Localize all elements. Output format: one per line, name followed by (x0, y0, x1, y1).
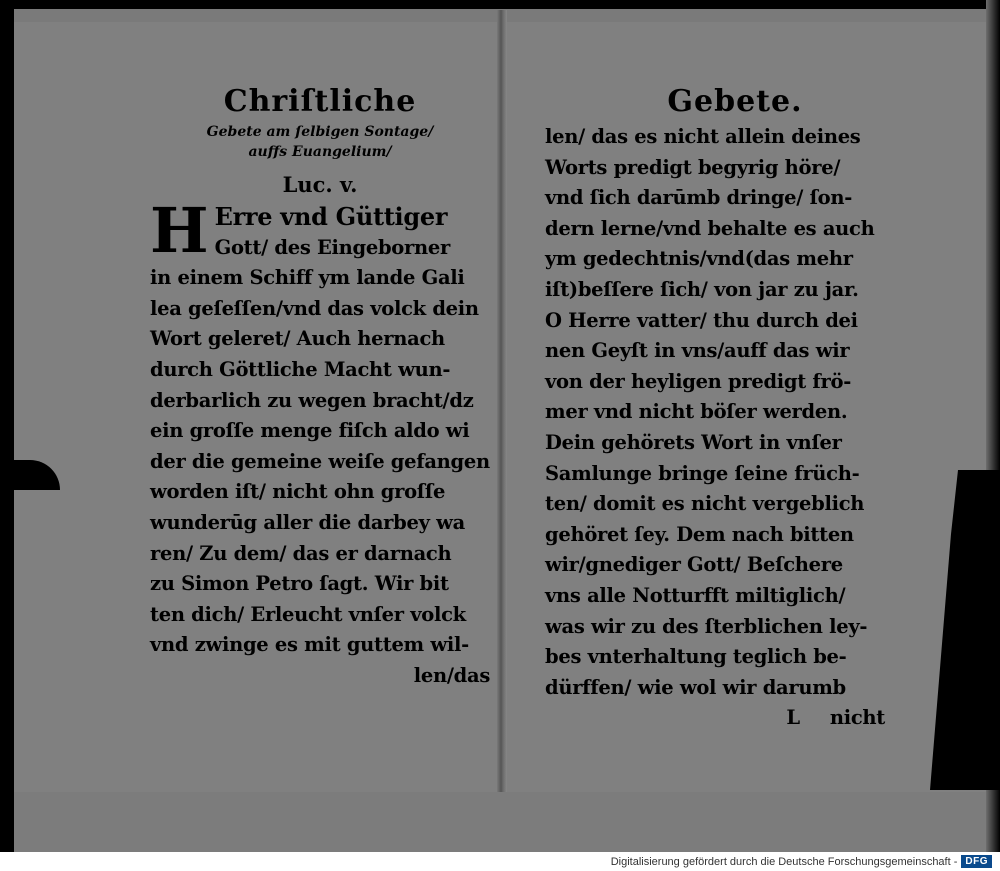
footer-bar (0, 852, 1000, 871)
page-bottom-margin (14, 792, 986, 852)
left-text-line: zu Simon Petro ſagt. Wir bit (150, 572, 449, 596)
left-running-head: Chriſtliche (223, 84, 417, 119)
left-text-line: worden iſt/ nicht ohn groſſe (150, 480, 446, 504)
scan-left-edge (0, 0, 14, 852)
right-text-line: von der heyligen predigt frö- (545, 369, 851, 393)
left-text-line: lea geſeſſen/vnd das volck dein (150, 296, 479, 320)
right-text-line: Dein gehörets Wort in vnſer (545, 430, 842, 454)
right-running-head: Gebete. (667, 84, 803, 119)
right-text-line: Worts predigt begyrig höre/ (545, 155, 841, 179)
left-page (150, 82, 490, 692)
drop-cap-initial: H (150, 194, 209, 267)
right-page (545, 82, 885, 734)
left-text-line: der die gemeine weiſe gefangen (150, 449, 490, 473)
right-text-line: was wir zu des ſterblichen ley- (545, 614, 868, 638)
right-text-line: mer vnd nicht böſer werden. (545, 400, 848, 424)
right-text-block (545, 122, 885, 703)
left-subtitle-2: auffs Euangelium/ (248, 144, 392, 160)
left-text-line: Wort geleret/ Auch hernach (150, 327, 445, 351)
text-line: Erre vnd Güttiger (214, 202, 448, 231)
left-shadow (0, 460, 60, 490)
right-text-line: ym gedechtnis/vnd(das mehr (545, 247, 853, 271)
right-text-line: nen Geyſt in vns/auff das wir (545, 339, 850, 363)
right-text-line: ten/ domit es nicht vergeblich (545, 492, 865, 516)
chapter-reference: Luc. v. (282, 172, 358, 197)
left-text-line: wunderūg aller die darbey wa (150, 510, 465, 534)
dfg-logo: DFG (961, 855, 992, 868)
left-subtitle-1: Gebete am ſelbigen Sontage/ (206, 124, 434, 140)
right-text-line: dürffen/ wie wol wir darumb (545, 675, 846, 699)
signature-mark: L (786, 706, 800, 730)
footer-credit: Digitalisierung gefördert durch die Deutsche Forschungsgemeinschaft - (610, 855, 958, 868)
left-text-line: ren/ Zu dem/ das er darnach (150, 541, 452, 565)
right-shadow (930, 470, 1000, 790)
right-text-line: vnd ſich darūmb dringe/ ſon- (545, 186, 853, 210)
right-text-line: gehöret ſey. Dem nach bitten (545, 522, 854, 546)
text-line: Gott/ des Eingeborner (214, 235, 450, 259)
left-text-line: derbarlich zu wegen bracht/dz (150, 388, 474, 412)
opening-block (150, 194, 490, 267)
right-text-line: len/ das es nicht allein deines (545, 125, 861, 148)
left-text-line: durch Göttliche Macht wun- (150, 357, 451, 381)
right-text-line: iſt)beſſere ſich/ von jar zu jar. (545, 277, 859, 301)
left-text-line: in einem Schiff ym lande Gali (150, 266, 465, 290)
signature-line (545, 703, 885, 734)
left-text-line: vnd zwinge es mit guttem wil- (150, 633, 469, 657)
left-text-block (150, 263, 490, 661)
left-text-line: ten dich/ Erleucht vnſer volck (150, 602, 466, 626)
right-text-line: Samlunge bringe ſeine früch- (545, 461, 860, 485)
right-text-line: vns alle Notturfft miltiglich/ (545, 583, 846, 607)
right-catchword: nicht (829, 706, 885, 730)
right-text-line: dern lerne/vnd behalte es auch (545, 216, 875, 240)
left-catchword: len/das (413, 663, 490, 687)
right-text-line: bes vnterhaltung teglich be- (545, 645, 847, 669)
book-gutter (497, 10, 507, 800)
right-text-line: O Herre vatter/ thu durch dei (545, 308, 858, 332)
left-text-line: ein groſſe menge fiſch aldo wi (150, 419, 470, 443)
right-text-line: wir/gnediger Gott/ Beſchere (545, 553, 843, 577)
